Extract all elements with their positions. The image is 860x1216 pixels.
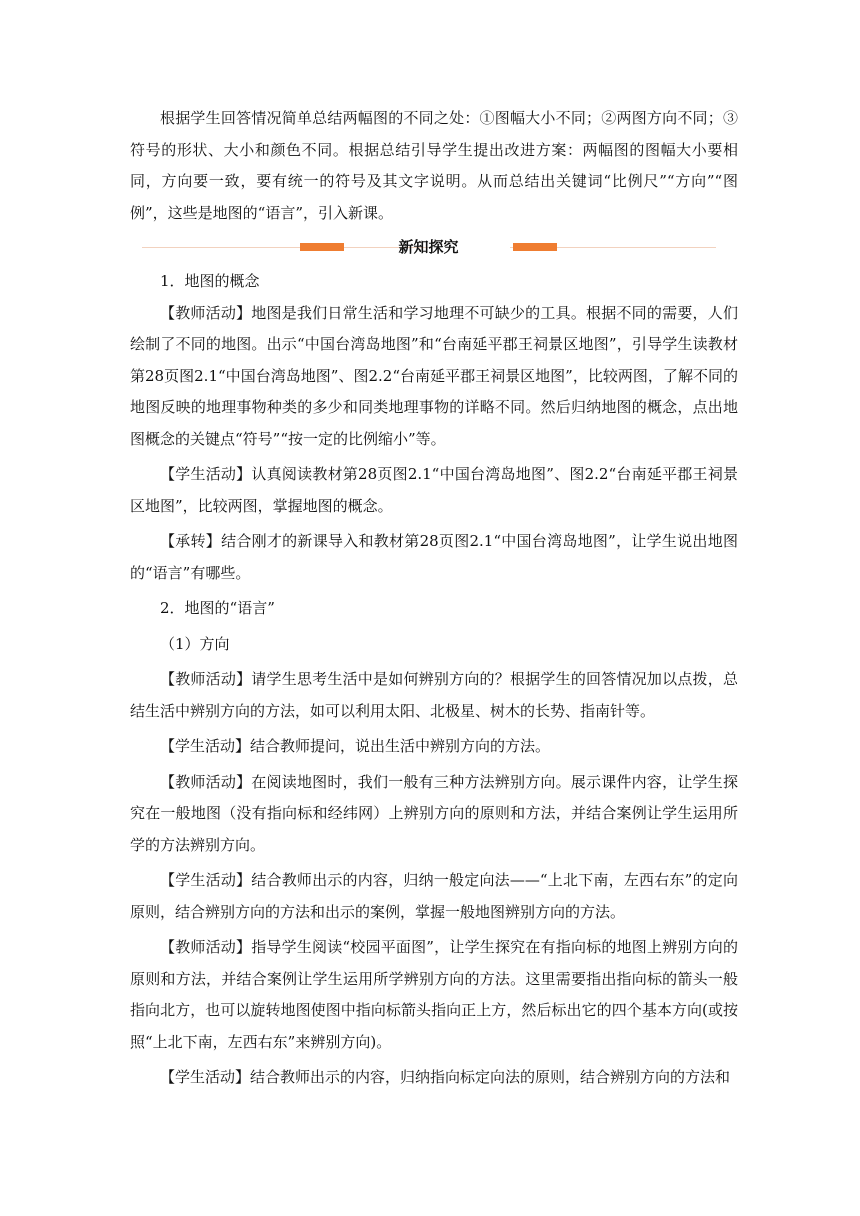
activity-tag: 【教师活动】 <box>160 303 252 322</box>
paragraph-text: 结合教师提问，说出生活中辨别方向的方法。 <box>250 737 551 755</box>
paragraph-text: 地图是我们日常生活和学习地理不可缺少的工具。根据不同的需要，人们绘制了不同的地图。出示“中国台湾岛地图”和“台南延平郡王祠景区地图”，引导学生读教材第28页图2.1“中国台湾岛地图”、图2.2“台南延平郡王祠景区地图”，比较两图，了解不同的地图反映的地理事物种类的多少和同类地理事物的详略不同。然后归纳地图的概念，点出地图概念的关键点“符号”“按一定的比例缩小”等。 <box>130 303 738 448</box>
intro-paragraph: 根据学生回答情况简单总结两幅图的不同之处：①图幅大小不同；②两图方向不同；③符号的形状、大小和颜色不同。根据总结引导学生提出改进方案：两幅图的图幅大小要相同，方向要一致，要有统一的符号及其文字说明。从而总结出关键词“比例尺”“方向”“图例”，这些是地图的“语言”，引入新课。 <box>130 109 738 222</box>
activity-tag: 【教师活动】 <box>160 772 252 791</box>
activity-tag: 【承转】 <box>160 532 222 550</box>
subheading-map-concept: 1．地图的概念 <box>160 272 260 290</box>
activity-tag: 【学生活动】 <box>160 1068 251 1086</box>
heading-accent-right <box>513 243 557 251</box>
paragraph-teacher-activity-3 <box>130 767 738 862</box>
subheading-direction: （1）方向 <box>160 634 230 653</box>
activity-tag: 【学生活动】 <box>160 465 252 483</box>
paragraph-teacher-activity-1 <box>130 298 738 456</box>
paragraph-text: 在阅读地图时，我们一般有三种方法辨别方向。展示课件内容，让学生探究在一般地图（没有指向标和经纬网）上辨别方向的原则和方法，并结合案例让学生运用所学的方法辨别方向。 <box>130 772 738 854</box>
paragraph-text: 结合刚才的新课导入和教材第28页图2.1“中国台湾岛地图”，让学生说出地图的“语言”有哪些。 <box>130 532 738 582</box>
paragraph-text: 结合教师出示的内容，归纳一般定向法——“上北下南，左西右东”的定向原则，结合辨别方向的方法和出示的案例，掌握一般地图辨别方向的方法。 <box>130 871 738 921</box>
activity-tag: 【教师活动】 <box>160 938 252 956</box>
paragraph-teacher-activity-4 <box>130 932 738 1058</box>
paragraph-student-activity-1 <box>130 459 738 522</box>
paragraph-text: 结合教师出示的内容，归纳指向标定向法的原则，结合辨别方向的方法和 <box>250 1068 731 1086</box>
section-title: 新知探究 <box>398 238 459 256</box>
paragraph-teacher-activity-2 <box>130 664 738 727</box>
paragraph-text: 指导学生阅读“校园平面图”，让学生探究在有指向标的地图上辨别方向的原则和方法，并结合案例让学生运用所学辨别方向的方法。这里需要指出指向标的箭头一般指向北方，也可以旋转地图使图中指向标箭头指向正上方，然后标出它的四个基本方向(或按照“上北下南，左西右东”来辨别方向)。 <box>130 938 738 1051</box>
section-heading-bar <box>130 232 738 262</box>
paragraph-transition <box>130 526 738 589</box>
activity-tag: 【学生活动】 <box>160 871 252 889</box>
activity-tag: 【教师活动】 <box>160 670 252 688</box>
activity-tag: 【学生活动】 <box>160 737 251 755</box>
paragraph-student-activity-4 <box>130 1062 738 1094</box>
subheading-map-language: 2．地图的“语言” <box>160 599 275 617</box>
paragraph-text: 认真阅读教材第28页图2.1“中国台湾岛地图”、图2.2“台南延平郡王祠景区地图”，比较两图，掌握地图的概念。 <box>130 465 738 515</box>
document-page <box>130 103 738 1094</box>
paragraph-student-activity-2 <box>130 731 738 763</box>
heading-accent-left <box>300 243 344 251</box>
paragraph-text: 请学生思考生活中是如何辨别方向的？根据学生的回答情况加以点拨，总结生活中辨别方向的方法，如可以利用太阳、北极星、树木的长势、指南针等。 <box>130 670 738 720</box>
paragraph-student-activity-3 <box>130 865 738 928</box>
